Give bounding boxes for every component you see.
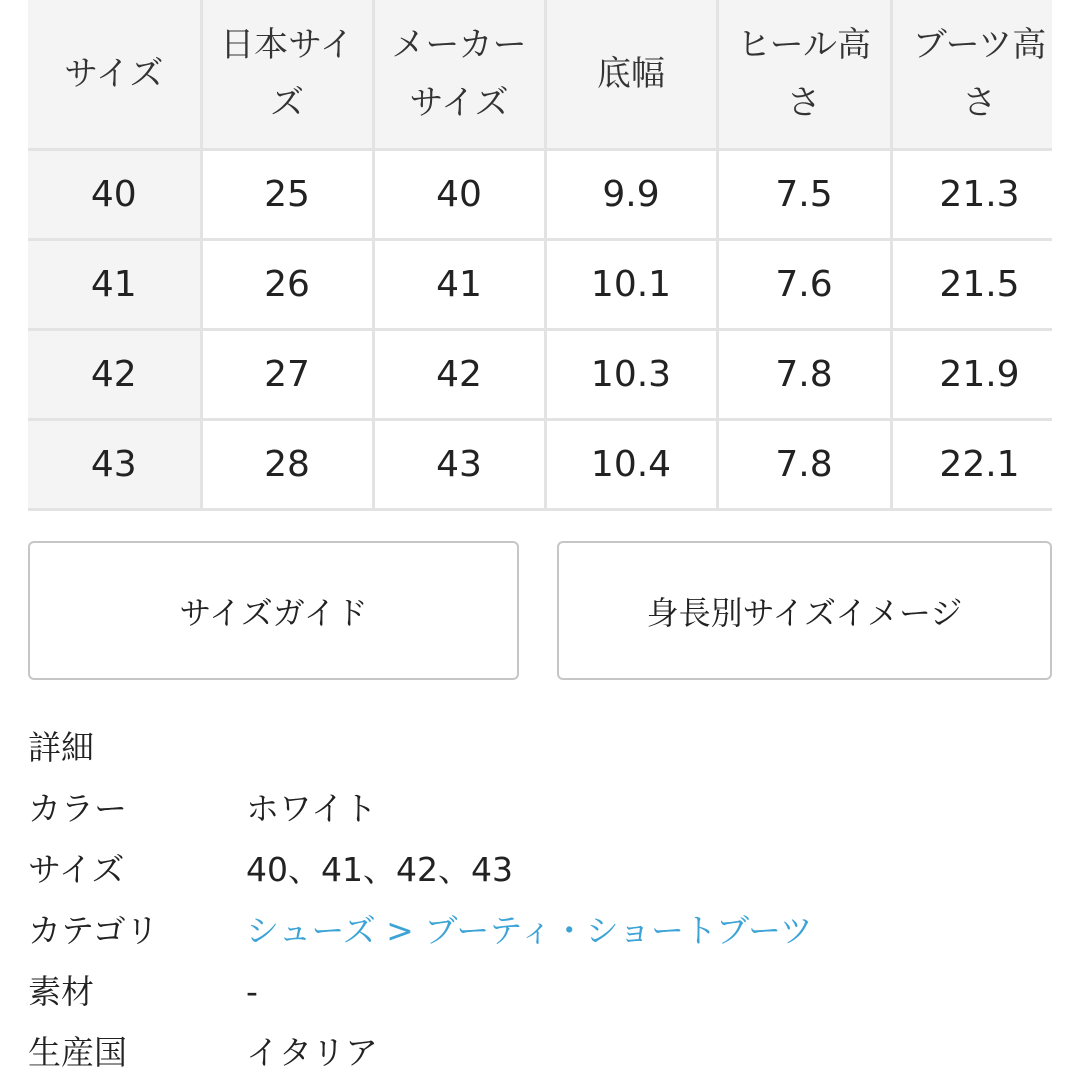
cell-maker-size: 42 bbox=[373, 330, 545, 420]
cell-boot-height: 21.3 bbox=[891, 150, 1052, 240]
cell-sole-width: 10.4 bbox=[545, 420, 717, 510]
detail-value: 40、41、42、43 bbox=[246, 850, 513, 889]
cell-size: 41 bbox=[28, 240, 201, 330]
cell-japan-size: 26 bbox=[201, 240, 373, 330]
detail-row-category bbox=[28, 900, 1052, 961]
size-table-header-row bbox=[28, 0, 1052, 150]
cell-maker-size: 43 bbox=[373, 420, 545, 510]
size-table bbox=[28, 0, 1052, 511]
detail-label: 素材 bbox=[28, 972, 94, 1011]
cell-heel-height: 7.8 bbox=[717, 330, 891, 420]
cell-maker-size: 40 bbox=[373, 150, 545, 240]
cell-size: 42 bbox=[28, 330, 201, 420]
detail-row-color bbox=[28, 778, 1052, 839]
cell-japan-size: 27 bbox=[201, 330, 373, 420]
detail-value: イタリア bbox=[246, 1033, 378, 1072]
table-row bbox=[28, 330, 1052, 420]
header-size: サイズ bbox=[28, 0, 201, 150]
cell-heel-height: 7.8 bbox=[717, 420, 891, 510]
table-row bbox=[28, 420, 1052, 510]
detail-row-country bbox=[28, 1022, 1052, 1083]
header-heel-height: ヒール高 さ bbox=[717, 0, 891, 150]
category-link[interactable]: シューズ > ブーティ・ショートブーツ bbox=[246, 911, 813, 950]
cell-heel-height: 7.5 bbox=[717, 150, 891, 240]
cell-japan-size: 28 bbox=[201, 420, 373, 510]
detail-value: - bbox=[246, 972, 258, 1011]
details-title: 詳細 bbox=[28, 728, 94, 767]
cell-sole-width: 10.3 bbox=[545, 330, 717, 420]
table-row bbox=[28, 240, 1052, 330]
detail-row-material bbox=[28, 961, 1052, 1022]
cell-boot-height: 21.9 bbox=[891, 330, 1052, 420]
cell-japan-size: 25 bbox=[201, 150, 373, 240]
detail-value: ホワイト bbox=[246, 789, 378, 828]
detail-label: カラー bbox=[28, 789, 127, 828]
header-japan-size: 日本サイ ズ bbox=[201, 0, 373, 150]
size-guide-button[interactable]: サイズガイド bbox=[28, 541, 519, 680]
cell-sole-width: 10.1 bbox=[545, 240, 717, 330]
detail-label: カテゴリ bbox=[28, 911, 159, 950]
cell-size: 40 bbox=[28, 150, 201, 240]
height-size-image-button[interactable]: 身長別サイズイメージ bbox=[557, 541, 1052, 680]
detail-row-size bbox=[28, 839, 1052, 900]
detail-label: サイズ bbox=[28, 850, 125, 889]
header-sole-width: 底幅 bbox=[545, 0, 717, 150]
cell-boot-height: 22.1 bbox=[891, 420, 1052, 510]
cell-maker-size: 41 bbox=[373, 240, 545, 330]
cell-boot-height: 21.5 bbox=[891, 240, 1052, 330]
cell-size: 43 bbox=[28, 420, 201, 510]
size-table-container[interactable] bbox=[28, 0, 1052, 512]
header-boot-height: ブーツ高 さ bbox=[891, 0, 1052, 150]
cell-heel-height: 7.6 bbox=[717, 240, 891, 330]
detail-label: 生産国 bbox=[28, 1033, 127, 1072]
table-row bbox=[28, 150, 1052, 240]
cell-sole-width: 9.9 bbox=[545, 150, 717, 240]
details-section bbox=[28, 718, 1052, 1083]
header-maker-size: メーカー サイズ bbox=[373, 0, 545, 150]
